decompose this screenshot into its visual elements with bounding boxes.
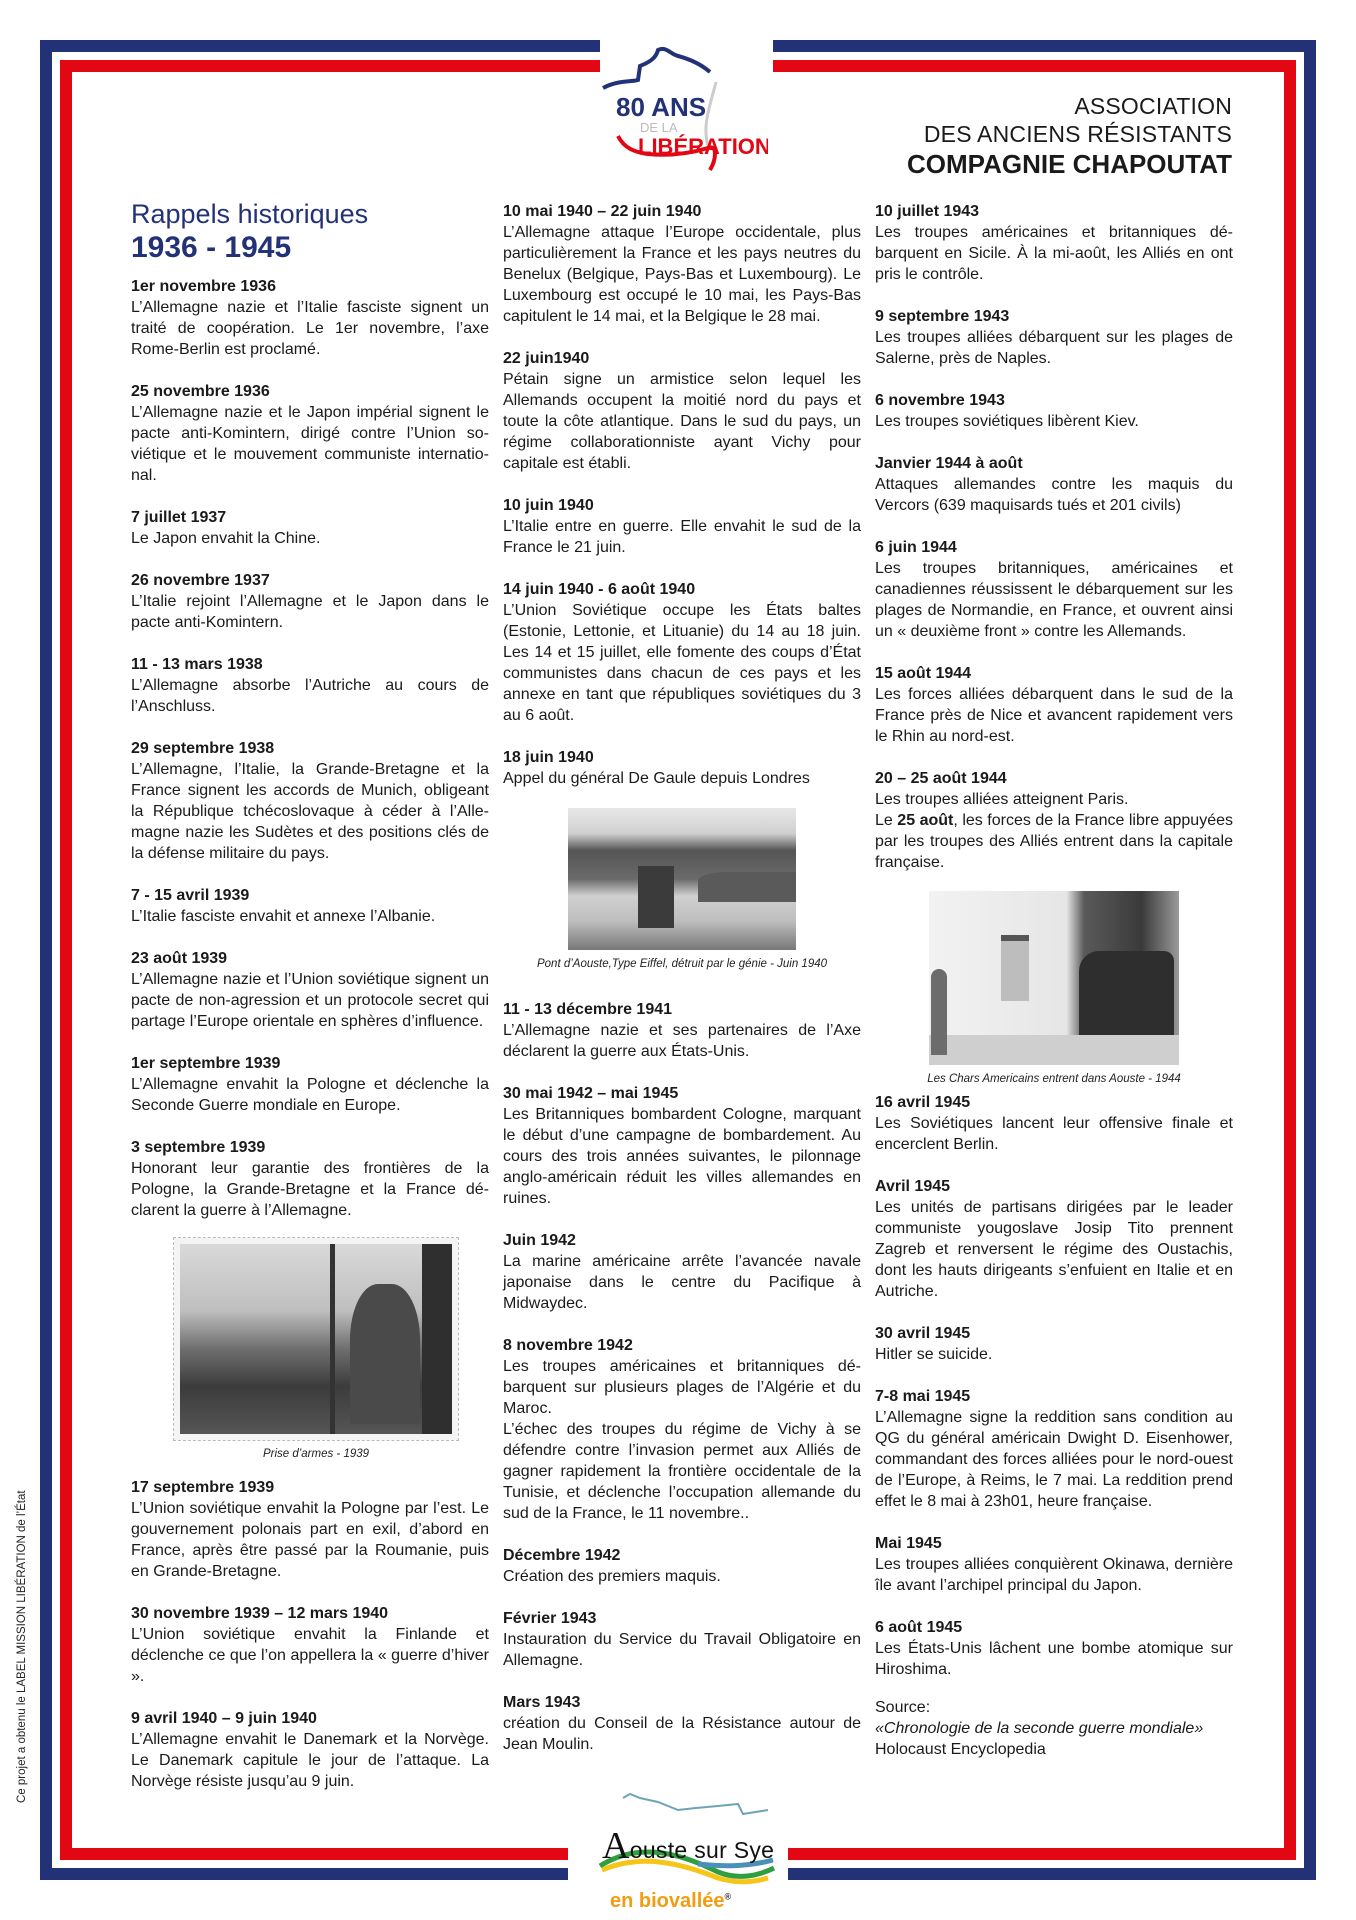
logo-initial: A: [602, 1825, 630, 1867]
event-date: 6 juin 1944: [875, 539, 957, 556]
frame-inner-top-left: [60, 60, 600, 72]
event-text: Les troupes britanniques, américaines et canadiennes réussissent le débarquement sur les plages de Normandie, en France, et ouvrent ainsi un « deuxième front » contre les Allemands.: [875, 560, 1233, 640]
source-title: «Chronologie de la seconde guerre mondiale»: [875, 1720, 1204, 1737]
event-date: 25 novembre 1936: [131, 383, 270, 400]
photo-pole: [330, 1244, 335, 1434]
event-date: 11 - 13 décembre 1941: [503, 1001, 673, 1018]
timeline-event: [131, 1137, 489, 1221]
event-date: Mars 1943: [503, 1694, 581, 1711]
timeline-event: [875, 663, 1233, 747]
event-date: Mai 1945: [875, 1535, 942, 1552]
event-date: 10 juin 1940: [503, 497, 594, 514]
frame-outer-top-left: [40, 40, 600, 52]
event-date: 23 août 1939: [131, 950, 228, 967]
timeline-event: [503, 201, 861, 327]
event-date: 6 novembre 1943: [875, 392, 1005, 409]
photo-window: [1001, 935, 1029, 1001]
logo-liberation-text: LIBÉRATION: [638, 134, 768, 159]
logo-name-rest: ouste sur Sye: [629, 1837, 775, 1863]
event-date: 18 juin 1940: [503, 749, 594, 766]
event-text: L’Allemagne envahit le Danemark et la Norvège. Le Danemark capitule le jour de l’attaque. La Norvège résiste jusqu’au 9 juin.: [131, 1731, 489, 1790]
photo-trees: [350, 1284, 420, 1424]
timeline-event: [503, 1335, 861, 1524]
timeline-column-1: [131, 200, 489, 1813]
frame-outer-bottom-left: [40, 1868, 568, 1880]
label-mission-liberation-note: Ce projet a obtenu le LABEL MISSION LIBÉRATION de l’État: [16, 1490, 28, 1803]
events-group: [131, 1477, 489, 1792]
timeline-event: [875, 453, 1233, 516]
photo-river-bank: [698, 872, 796, 902]
frame-outer-top-right: [773, 40, 1316, 52]
photo-building-right: [422, 1244, 452, 1434]
timeline-event: [503, 999, 861, 1062]
event-text: L’Union Soviétique occupe les États baltes (Estonie, Lettonie, et Lituanie) du 14 au 18 juin. Les 14 et 15 juillet, elle fomente des coups d’État communistes dans chacun de ces pays et les annexe en tant que républiques soviétiques du 3 au 6 août.: [503, 602, 861, 724]
event-date: 22 juin1940: [503, 350, 590, 367]
photo-caption: Pont d’Aouste,Type Eiffel, détruit par le génie - Juin 1940: [536, 958, 827, 970]
event-date: Février 1943: [503, 1610, 597, 1627]
logo-aouste-sur-sye: [578, 1782, 788, 1912]
timeline-event: [503, 495, 861, 558]
event-date: Juin 1942: [503, 1232, 576, 1249]
event-text-part: Le: [875, 812, 898, 829]
page-title-years: 1936 - 1945: [131, 231, 292, 264]
logo-de-la-text: DE LA: [640, 120, 678, 135]
event-date: Janvier 1944 à août: [875, 455, 1023, 472]
timeline-event: [875, 1323, 1233, 1365]
logo-tagline: [610, 1890, 731, 1913]
event-text: L’Italie rejoint l’Allemagne et le Japon dans le pacte anti-Komintern.: [131, 593, 489, 631]
event-date: 17 septembre 1939: [131, 1479, 275, 1496]
event-date: 26 novembre 1937: [131, 572, 270, 589]
timeline-event: [503, 1608, 861, 1671]
event-text: Les troupes soviétiques libèrent Kiev.: [875, 413, 1139, 430]
page-title: Rappels historiques: [131, 199, 369, 229]
timeline-event: [503, 747, 861, 789]
event-date: 14 juin 1940 - 6 août 1940: [503, 581, 696, 598]
event-text: Les troupes alliées conquièrent Okinawa, dernière île avant l’archipel principal du Japon.: [875, 1556, 1233, 1594]
timeline-event: [503, 579, 861, 726]
event-date: 15 août 1944: [875, 665, 972, 682]
photo-pont-daouste: [503, 808, 861, 975]
france-map-icon: [598, 36, 768, 176]
logo-80-ans-liberation: [598, 36, 768, 176]
event-text: L’Italie fasciste envahit et annexe l’Albanie.: [131, 908, 436, 925]
timeline-event: [131, 1708, 489, 1792]
event-date: 30 novembre 1939 – 12 mars 1940: [131, 1605, 389, 1622]
photo-image: [568, 808, 796, 950]
event-date: 16 avril 1945: [875, 1094, 971, 1111]
photo-prise-darmes: [171, 1238, 461, 1465]
timeline-event: [875, 1176, 1233, 1302]
event-text: La marine américaine arrête l’avancée navale japonaise dans le centre du Pacifique à Midwaydec.: [503, 1253, 861, 1312]
event-text-part: , les forces de la France libre appuyées par les troupes des Alliés entrent dans la capitale française.: [875, 812, 1233, 871]
event-date: 10 juillet 1943: [875, 203, 980, 220]
event-date: 10 mai 1940 – 22 juin 1940: [503, 203, 702, 220]
frame-inner-bottom-left: [60, 1848, 568, 1860]
timeline-event: [503, 1545, 861, 1587]
source-publisher: Holocaust Encyclopedia: [875, 1741, 1046, 1758]
event-text: L’Allemagne signe la reddition sans condition au QG du général américain Dwight D. Eisenhower, commandant des forces alliées pour le nord-ouest de l’Europe, à Reims, le 7 mai. La reddition prend effet le 8 mai à 23h01, heure française.: [875, 1409, 1233, 1510]
timeline-event: [875, 201, 1233, 285]
photo-bridge-pillar: [638, 866, 674, 928]
event-text: Hitler se suicide.: [875, 1346, 993, 1363]
frame-outer-bottom-right: [788, 1868, 1316, 1880]
events-group: [131, 276, 489, 1221]
source-block: [875, 1697, 1233, 1760]
photo-street: [929, 1035, 1179, 1065]
timeline-event: [875, 306, 1233, 369]
timeline-event: [503, 1083, 861, 1209]
event-text: L’Allemagne, l’Italie, la Grande-Bretagne et la France signent les accords de Munich, obligeant la République tchécoslovaque à céder à l’Allemagne nazie les Sudètes et des positions clés de la défense militaire du pays.: [131, 761, 489, 862]
timeline-event: [503, 1692, 861, 1755]
frame-inner-top-right: [773, 60, 1296, 72]
event-date: 7-8 mai 1945: [875, 1388, 971, 1405]
association-heading: [907, 92, 1232, 180]
event-text: Les troupes alliées débarquent sur les plages de Salerne, près de Naples.: [875, 329, 1233, 367]
timeline-event: [503, 348, 861, 474]
timeline-event: [131, 570, 489, 633]
event-date: 29 septembre 1938: [131, 740, 275, 757]
event-date: 7 - 15 avril 1939: [131, 887, 250, 904]
timeline-event: [875, 1386, 1233, 1512]
events-group: [875, 201, 1233, 747]
event-text: L’Allemagne attaque l’Europe occidentale, plus particulièrement la France et les pays neutres du Benelux (Belgique, Pays-Bas et Luxembourg). Le Luxembourg est occupé le 10 mai, les Pays-Bas capitulent le 14 mai, et la Belgique le 28 mai.: [503, 224, 861, 325]
event-text: Les Soviétiques lancent leur offensive finale et encerclent Berlin.: [875, 1115, 1233, 1153]
association-line1: ASSOCIATION: [1074, 93, 1232, 119]
timeline-event: [131, 381, 489, 486]
timeline-event: [131, 654, 489, 717]
association-line2: DES ANCIENS RÉSISTANTS: [923, 121, 1232, 147]
event-text: Les troupes alliées atteignent Paris.: [875, 791, 1129, 808]
event-text: L’Italie entre en guerre. Elle envahit le sud de la France le 21 juin.: [503, 518, 861, 556]
photo-caption: Prise d’armes - 1939: [262, 1448, 370, 1460]
timeline-event: [131, 948, 489, 1032]
event-text: Appel du général De Gaule depuis Londres: [503, 770, 810, 787]
event-text: Pétain signe un armistice selon lequel les Allemands occupent la moitié nord du pays et toute la côte atlantique. Dans le sud du pays, un régime collaborationniste ayant Vichy pour capitale est établi.: [503, 371, 861, 472]
frame-inner-left: [60, 60, 72, 1860]
event-text: L’Union soviétique envahit la Pologne par l’est. Le gouvernement polonais part en exil, d’abord en France, après être passé par la Roumanie, puis en Grande-Bretagne.: [131, 1500, 489, 1580]
event-text: Les forces alliées débarquent dans le sud de la France près de Nice et avancent rapidement vers le Rhin au nord-est.: [875, 686, 1233, 745]
photo-tank: [1079, 951, 1174, 1041]
event-date: Décembre 1942: [503, 1547, 621, 1564]
photo-chars-americains: [875, 891, 1233, 1090]
event-text: Création des premiers maquis.: [503, 1568, 721, 1585]
event-text: Attaques allemandes contre les maquis du Vercors (639 maquisards tués et 201 civils): [875, 476, 1233, 514]
event-text: L’Allemagne nazie et le Japon impérial signent le pacte anti-Komintern, dirigé contre l’Union soviétique et le mouvement communiste international.: [131, 404, 489, 484]
events-group: [503, 999, 861, 1755]
frame-inner-bottom-right: [788, 1848, 1296, 1860]
event-text: Les troupes américaines et britanniques débarquent sur plusieurs plages de l’Algérie et du Maroc.: [503, 1358, 861, 1417]
event-text: Instauration du Service du Travail Obligatoire en Allemagne.: [503, 1631, 861, 1669]
event-date: 20 – 25 août 1944: [875, 770, 1007, 787]
frame-outer-right: [1304, 40, 1316, 1880]
source-label: Source:: [875, 1699, 931, 1716]
event-date: 9 septembre 1943: [875, 308, 1010, 325]
photo-image: [174, 1238, 458, 1440]
timeline-event: [131, 885, 489, 927]
frame-inner-right: [1284, 60, 1296, 1860]
event-date: 9 avril 1940 – 9 juin 1940: [131, 1710, 317, 1727]
frame-outer-left: [40, 40, 52, 1880]
event-date: 6 août 1945: [875, 1619, 963, 1636]
event-text: L’Allemagne nazie et l’Italie fasciste signent un traité de coopération. Le 1er novembre, l’axe Rome-Berlin est proclamé.: [131, 299, 489, 358]
event-text-2: L’échec des troupes du régime de Vichy à se défendre contre l’invasion permet aux Alliés de gagner rapidement la frontière occidentale de la Tunisie, et déclenche l’occupation allemande du sud de la France, le 11 novembre..: [503, 1421, 861, 1522]
timeline-event: [131, 507, 489, 549]
event-liberation-paris: [875, 768, 1233, 873]
event-text: L’Allemagne absorbe l’Autriche au cours de l’Anschluss.: [131, 677, 489, 715]
timeline-event: [131, 1603, 489, 1687]
event-date: 30 avril 1945: [875, 1325, 971, 1342]
event-text-bold: 25 août: [897, 812, 954, 829]
event-text: Le Japon envahit la Chine.: [131, 530, 321, 547]
timeline-event: [131, 276, 489, 360]
event-text: Les unités de partisans dirigées par le leader communiste yougoslave Josip Tito prennent Zagreb et renversent le régime des Oustachis, dont les hauts dirigeants s’enfuient en Italie et en Autriche.: [875, 1199, 1233, 1300]
event-text: L’Union soviétique envahit la Finlande et déclenche ce que l’on appellera la « guerre d’hiver ».: [131, 1626, 489, 1685]
timeline-event: [875, 1617, 1233, 1680]
logo-80-ans-text: 80 ANS: [616, 92, 707, 122]
event-date: 30 mai 1942 – mai 1945: [503, 1085, 679, 1102]
events-group: [875, 1092, 1233, 1680]
event-text: création du Conseil de la Résistance autour de Jean Moulin.: [503, 1715, 861, 1753]
event-text: L’Allemagne nazie et l’Union soviétique signent un pacte de non-agression et un protocole secret qui partage l’Europe orientale en sphères d’influence.: [131, 971, 489, 1030]
timeline-event: [503, 1230, 861, 1314]
timeline-column-2: [503, 201, 861, 1776]
event-date: 11 - 13 mars 1938: [131, 656, 263, 673]
timeline-event: [875, 1092, 1233, 1155]
photo-caption: Les Chars Americains entrent dans Aouste - 1944: [927, 1073, 1181, 1085]
photo-person: [931, 969, 947, 1055]
event-date: 1er septembre 1939: [131, 1055, 281, 1072]
event-date: 8 novembre 1942: [503, 1337, 633, 1354]
timeline-event: [131, 1477, 489, 1582]
timeline-event: [131, 738, 489, 864]
event-text: Les États-Unis lâchent une bombe atomique sur Hiroshima.: [875, 1640, 1233, 1678]
event-text: Les troupes américaines et britanniques débarquent en Sicile. À la mi-août, les Alliés en ont pris le contrôle.: [875, 224, 1233, 283]
event-date: Avril 1945: [875, 1178, 951, 1195]
event-text: Honorant leur garantie des frontières de la Pologne, la Grande-Bretagne et la France déclarent la guerre à l’Allemagne.: [131, 1160, 489, 1219]
timeline-event: [875, 1533, 1233, 1596]
association-name: COMPAGNIE CHAPOUTAT: [907, 149, 1232, 179]
photo-image: [929, 891, 1179, 1065]
logo-town-name: [602, 1824, 774, 1868]
event-text: L’Allemagne nazie et ses partenaires de l’Axe déclarent la guerre aux États-Unis.: [503, 1022, 861, 1060]
timeline-column-3: [875, 201, 1233, 1760]
event-text-2: [875, 810, 1233, 873]
event-date: 3 septembre 1939: [131, 1139, 266, 1156]
event-text: Les Britanniques bombardent Cologne, marquant le début d’une campagne de bombardement. Au cours des trois années suivantes, le pilonnage anglo-américain réduit les villes allemandes en ruines.: [503, 1106, 861, 1207]
logo-tagline-text: en biovallée: [610, 1890, 725, 1912]
event-date: 7 juillet 1937: [131, 509, 227, 526]
registered-mark: ®: [724, 1891, 732, 1902]
event-text: L’Allemagne envahit la Pologne et déclenche la Seconde Guerre mondiale en Europe.: [131, 1076, 489, 1114]
timeline-event: [131, 1053, 489, 1116]
events-group: [503, 201, 861, 789]
event-date: 1er novembre 1936: [131, 278, 276, 295]
timeline-event: [875, 390, 1233, 432]
timeline-event: [875, 537, 1233, 642]
